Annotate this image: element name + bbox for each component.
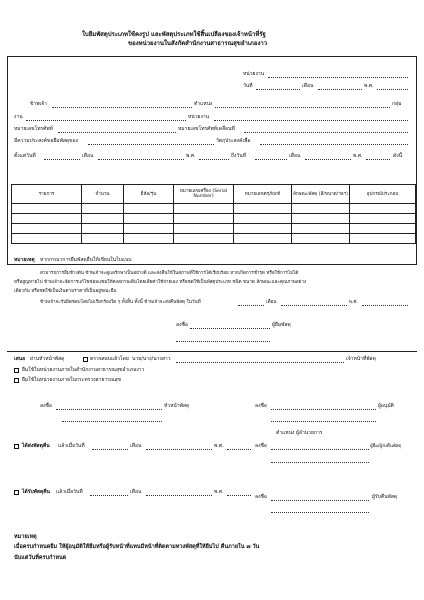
approver-position: ตำแหน่ง ผู้อำนวยการ	[276, 430, 323, 436]
return-month-label: เดือน	[266, 300, 277, 305]
handover-checkbox[interactable]	[14, 444, 19, 449]
from-day-line[interactable]	[44, 159, 80, 160]
phone-line[interactable]	[58, 132, 176, 133]
received-sign-line[interactable]	[271, 500, 369, 501]
col-item: รายการ	[12, 185, 82, 204]
borrower-sign-label: ลงชื่อ	[176, 322, 188, 328]
work-line[interactable]	[26, 120, 186, 121]
received-month-line[interactable]	[146, 495, 212, 496]
agency-label: หน่วยงาน	[243, 71, 265, 77]
note-para1-line3: เดียวกัน หรือชดใช้เป็นเงินตามราคาที่เป็นอยู่ขณะยืม	[14, 289, 117, 294]
received-sign-label: ลงชื่อ	[255, 494, 267, 500]
opt2-checkbox[interactable]	[14, 378, 19, 383]
from-month-line[interactable]	[98, 159, 184, 160]
footer-line2: นับแต่วันที่ครบกำหนด	[14, 555, 67, 561]
from-month-label: เดือน	[82, 153, 94, 159]
handover-month-line[interactable]	[146, 449, 212, 450]
col-brand: ยี่ห้อ/รุ่น	[124, 185, 174, 204]
received-name-line[interactable]	[271, 512, 369, 513]
until-year-label: พ.ศ.	[353, 153, 363, 159]
date-month-line[interactable]	[318, 89, 362, 90]
handover-month-label: เดือน	[130, 443, 142, 449]
col-serial: หมายเลขเครื่อง (Serial Number)	[174, 185, 234, 204]
received-role: ผู้รับคืนพัสดุ	[372, 494, 398, 500]
name-label: ข้าพเจ้า	[30, 101, 47, 107]
section-divider	[7, 351, 417, 352]
until-month-line[interactable]	[305, 159, 351, 160]
table-row[interactable]	[12, 214, 416, 224]
approver-name-line[interactable]	[271, 421, 376, 422]
until-month-label: เดือน	[289, 153, 301, 159]
head-sign-label: ลงชื่อ	[40, 403, 52, 409]
checked-checkbox[interactable]	[83, 357, 88, 362]
borrower-name-line[interactable]	[176, 341, 270, 342]
items-table	[11, 184, 416, 244]
mobile-line[interactable]	[244, 132, 408, 133]
handover-sign-label: ลงชื่อ	[255, 443, 267, 449]
approver-sign-label: ลงชื่อ	[255, 403, 267, 409]
col-accessories: อุปกรณ์ประกอบ	[350, 185, 416, 204]
officer-label: เจ้าหน้าที่พัสดุ	[346, 356, 376, 362]
received-suffix: แล้วเมื่อวันที่	[56, 489, 83, 495]
date-year-label: พ.ศ.	[364, 83, 374, 89]
handover-sign-line[interactable]	[271, 449, 369, 450]
received-checkbox[interactable]	[14, 490, 19, 495]
from-date-label: ตั้งแต่วันที่	[14, 153, 36, 159]
handover-name-line[interactable]	[271, 462, 369, 463]
opt1-checkbox[interactable]	[14, 368, 19, 373]
col-characteristics: ลักษณะพัสดุ (สี/ขนาด/ฯลฯ)	[292, 185, 350, 204]
form-title-line2: ของหน่วยงานในสังกัดสำนักงานสาธารณสุขอำเภองาว	[128, 40, 268, 47]
received-year-label: พ.ศ.	[214, 489, 224, 495]
list-label: ดังนี้	[393, 153, 403, 159]
footer-line1: เมื่อครบกำหนดยืม ให้ผู้อนุมัติให้ยืมหรือผู้รับหน้าที่แทนมีหน้าที่ติดตามทวงพัสดุที่ให้ยืมไป คืนภายใน ๗ วัน	[14, 544, 260, 550]
note-para1-line2: หรือสูญหายไป ข้าพเจ้าจะจัดการแก้ไขซ่อมแซมให้คงสภาพเดิมโดยเสียค่าใช้จ่ายเอง หรือชดใช้เป็นพัสดุประเภท ชนิด ขนาด ลักษณะและคุณภาพอย่าง	[14, 280, 307, 285]
opt1-label: ยืมใช้ในหน่วยงานภายในสำนักงานสาธารณสุขอำเภองาว	[22, 367, 145, 373]
officer-name-line[interactable]	[176, 362, 344, 363]
titles-label: นาย/นาง/นางสาว	[132, 356, 171, 362]
approver-role: ผู้อนุมัติ	[378, 403, 394, 409]
date-label: วันที่	[243, 83, 253, 89]
phone-label: หมายเลขโทรศัพท์	[14, 126, 53, 132]
from-year-label: พ.ศ.	[186, 153, 196, 159]
need-label: มีความประสงค์ขอยืมพัสดุของ	[14, 138, 79, 144]
date-day-line[interactable]	[256, 89, 300, 90]
purpose-label: วัตถุประสงค์เพื่อ	[216, 138, 251, 144]
return-day-line[interactable]	[238, 305, 264, 306]
handover-label: ได้ส่งพัสดุคืน	[22, 443, 50, 449]
received-label: ได้รับพัสดุคืน	[22, 489, 50, 495]
note-para1-line1: สามารถการยืมข้างต้น ข้าพเจ้าจะดูแลรักษาเป็นอย่างดี และส่งคืนให้ในสภาพที่ใช้การได้เรียบร้อย หากเกิดการชำรุด หรือใช้การไม่ได้	[40, 271, 299, 276]
items-table-header	[12, 185, 416, 204]
propose-label: เสนอ	[14, 356, 26, 362]
until-label: ถึงวันที่	[231, 153, 246, 159]
received-day-line[interactable]	[90, 495, 128, 496]
position-line[interactable]	[215, 107, 390, 108]
note-intro: หากกรณาการยืมพัสดุอื่นให้เขียนในใบแนบ	[40, 257, 132, 263]
return-year-line[interactable]	[362, 305, 408, 306]
unit-label: หน่วยงาน	[188, 114, 210, 120]
checked-label: ตรวจสอบแล้วโดย	[90, 356, 129, 362]
mobile-label: หมายเลขโทรศัพท์เคลื่อนที่	[178, 126, 235, 132]
need-line[interactable]	[88, 144, 214, 145]
col-asset-no: หมายเลขครุภัณฑ์	[234, 185, 292, 204]
received-month-label: เดือน	[130, 489, 142, 495]
name-line[interactable]	[52, 107, 192, 108]
footer-label: หมายเหตุ	[14, 534, 37, 540]
return-month-line[interactable]	[281, 305, 347, 306]
handover-role: ผู้ยืม/ผู้ส่งคืนพัสดุ	[370, 444, 402, 449]
head-name-line[interactable]	[62, 421, 162, 422]
handover-day-line[interactable]	[92, 449, 128, 450]
table-row[interactable]	[12, 204, 416, 214]
table-row[interactable]	[12, 234, 416, 244]
note-label: หมายเหตุ	[14, 257, 35, 263]
col-quantity: จำนวน	[82, 185, 124, 204]
table-row[interactable]	[12, 224, 416, 234]
purpose-line[interactable]	[260, 144, 408, 145]
return-year-label: พ.ศ.	[349, 300, 358, 305]
borrower-sign-line[interactable]	[190, 328, 270, 329]
approver-sign-line[interactable]	[271, 409, 376, 410]
opt2-label: ยืมใช้ในหน่วยงานภายในกระทรวงสาธารณสุข	[22, 377, 122, 383]
handover-year-label: พ.ศ.	[214, 443, 224, 449]
handover-year-line[interactable]	[227, 449, 251, 450]
borrower-role: ผู้ยืมพัสดุ	[272, 322, 291, 328]
date-year-line[interactable]	[377, 89, 408, 90]
from-year-line[interactable]	[199, 159, 229, 160]
note-para2: ข้าพเจ้าจะรับผิดชอบโดยไม่เรียกร้องใด ๆ ทั้งสิ้น ทั้งนี้ ข้าพเจ้าจะส่งคืนพัสดุ ในวันที่	[40, 300, 201, 305]
unit-line[interactable]	[214, 120, 408, 121]
until-year-line[interactable]	[366, 159, 390, 160]
received-year-line[interactable]	[227, 495, 251, 496]
head-role: หัวหน้าพัสดุ	[164, 403, 190, 409]
date-month-label: เดือน	[302, 83, 314, 89]
form-title-line1: ใบยืมพัสดุประเภทใช้คงรูป และพัสดุประเภทใช้สิ้นเปลืองของเจ้าหน้าที่รัฐ	[82, 31, 266, 38]
handover-suffix: แล้วเมื่อวันที่	[58, 443, 85, 449]
group-label: กลุ่ม	[392, 101, 402, 107]
head-sign-line[interactable]	[56, 409, 162, 410]
propose-via: ผ่านหัวหน้าพัสดุ	[30, 356, 65, 362]
until-day-line[interactable]	[255, 159, 287, 160]
agency-input-line[interactable]	[268, 77, 408, 78]
work-label: งาน	[14, 114, 23, 120]
position-label: ตำแหน่ง	[194, 101, 213, 107]
